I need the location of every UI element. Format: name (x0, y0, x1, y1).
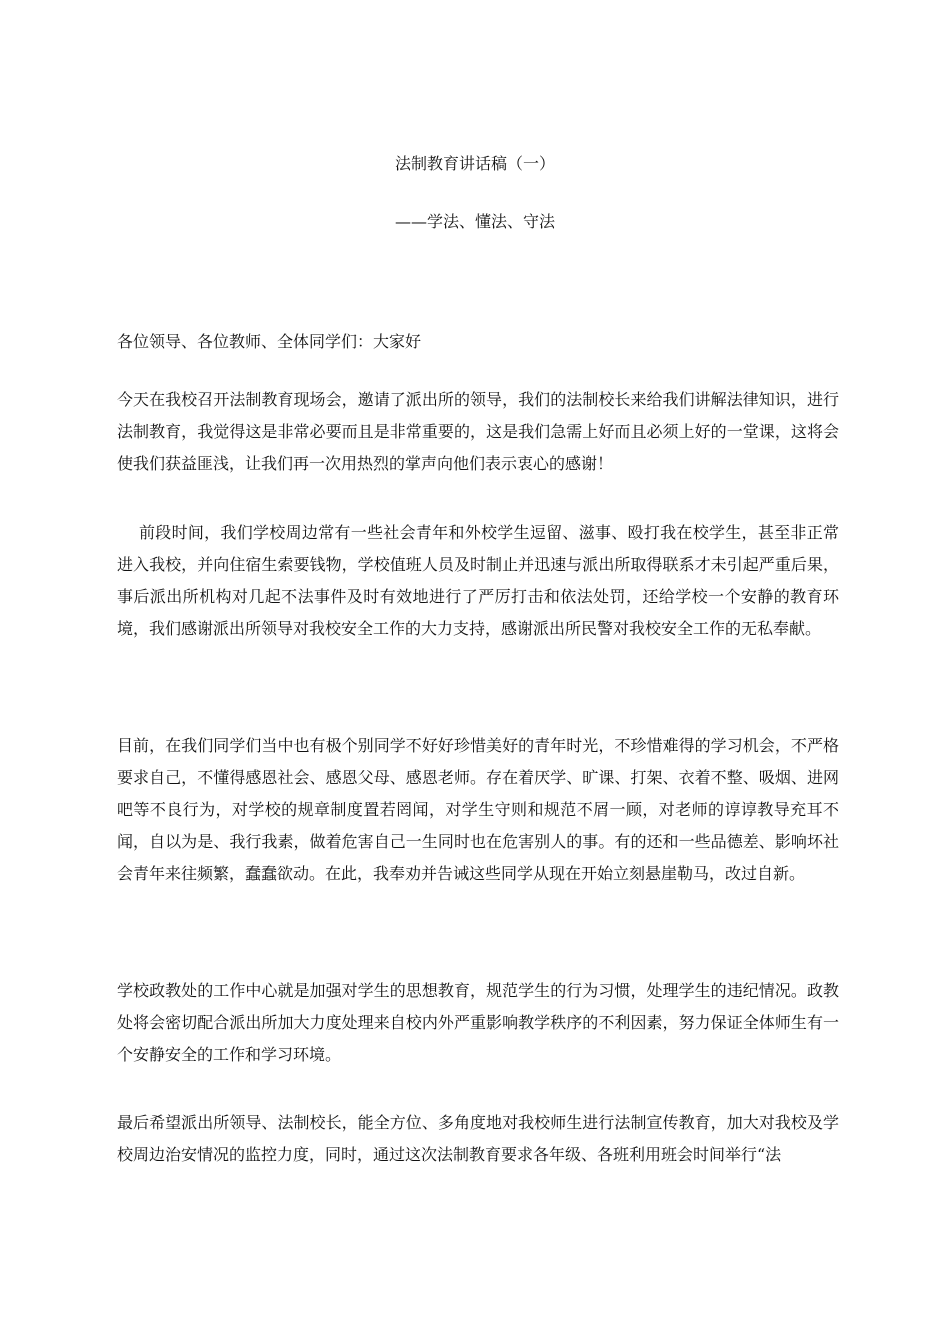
greeting-line: 各位领导、各位教师、全体同学们：大家好 (117, 332, 422, 351)
document-subtitle: ——学法、懂法、守法 (394, 212, 555, 231)
paragraph-3: 目前，在我们同学们当中也有极个别同学不好好珍惜美好的青年时光，不珍惜难得的学习机会，不严格要求自己，不懂得感恩社会、感恩父母、感恩老师。存在着厌学、旷课、打架、衣着不整、吸烟、进网吧等不良行为，对学校的规章制度置若罔闻，对学生守则和规范不屑一顾，对老师的谆谆教导充耳不闻，自以为是、我行我素，做着危害自己一生同时也在危害别人的事。有的还和一些品德差、影响坏社会青年来往频繁，蠢蠢欲动。在此，我奉劝并告诫这些同学从现在开始立刻悬崖勒马，改过自新。 (117, 736, 839, 883)
paragraph-4: 学校政教处的工作中心就是加强对学生的思想教育，规范学生的行为习惯，处理学生的违纪情况。政教处将会密切配合派出所加大力度处理来自校内外严重影响教学秩序的不利因素，努力保证全体师生有一个安静安全的工作和学习环境。 (117, 981, 839, 1064)
paragraph-1: 今天在我校召开法制教育现场会，邀请了派出所的领导，我们的法制校长来给我们讲解法律知识，进行法制教育，我觉得这是非常必要而且是非常重要的，这是我们急需上好而且必须上好的一堂课，这将会使我们获益匪浅，让我们再一次用热烈的掌声向他们表示衷心的感谢！ (117, 390, 839, 473)
document-title: 法制教育讲话稿（一） (394, 154, 555, 173)
paragraph-2: 前段时间，我们学校周边常有一些社会青年和外校学生逗留、滋事、殴打我在校学生，甚至非正常进入我校，并向住宿生索要钱物，学校值班人员及时制止并迅速与派出所取得联系才未引起严重后果，事后派出所机构对几起不法事件及时有效地进行了严厉打击和依法处罚，还给学校一个安静的教育环境，我们感谢派出所领导对我校安全工作的大力支持，感谢派出所民警对我校安全工作的无私奉献。 (117, 523, 839, 638)
paragraph-5: 最后希望派出所领导、法制校长，能全方位、多角度地对我校师生进行法制宣传教育，加大对我校及学校周边治安情况的监控力度，同时，通过这次法制教育要求各年级、各班利用班会时间举行“法 (117, 1113, 839, 1164)
